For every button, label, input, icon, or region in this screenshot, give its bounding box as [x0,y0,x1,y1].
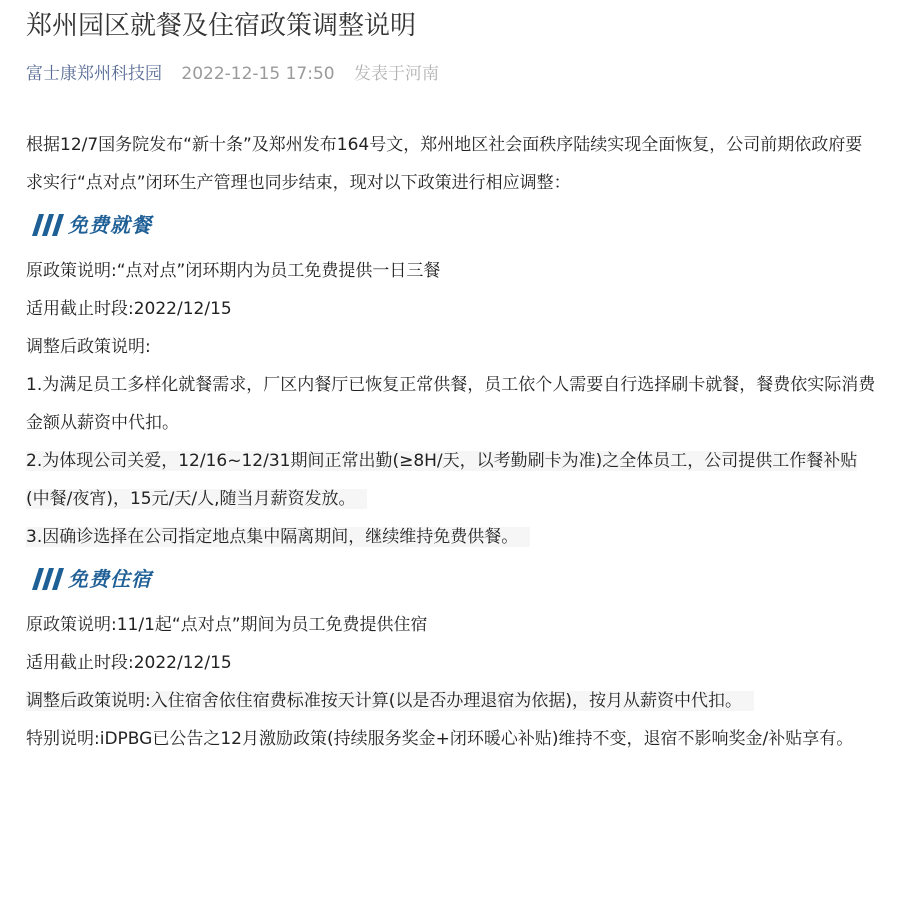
paragraph: 适用截止时段:2022/12/15 [26,653,232,673]
section-heading-meals [26,204,876,246]
section-title: 免费住宿 [68,567,152,591]
publish-date: 2022-12-15 17:50 [181,64,335,84]
slash-stripes-icon [26,568,66,590]
publish-location: 发表于河南 [354,64,440,84]
account-name-link[interactable]: 富士康郑州科技园 [26,64,162,84]
section-heading-lodging [26,558,876,600]
paragraph [26,682,876,720]
paragraph [26,518,876,556]
highlighted-text: 2.为体现公司关爱，12/16~12/31期间正常出勤(≥8H/天，以考勤刷卡为准)之全体员工，公司提供工作餐补贴(中餐/夜宵)，15元/天/人,随当月薪资发放。 [26,451,858,509]
article-title: 郑州园区就餐及住宿政策调整说明 [26,11,417,41]
paragraph: 1.为满足员工多样化就餐需求，厂区内餐厅已恢复正常供餐，员工依个人需要自行选择刷卡就餐，餐费依实际消费金额从薪资中代扣。 [26,375,876,433]
paragraph: 调整后政策说明: [26,337,151,357]
highlighted-text: 调整后政策说明:入住宿舍依住宿费标准按天计算(以是否办理退宿为依据)，按月从薪资中代扣。 [26,691,754,711]
slash-stripes-icon [26,214,66,236]
paragraph: 原政策说明:11/1起“点对点”期间为员工免费提供住宿 [26,615,428,635]
article-meta [26,62,876,86]
article-body [26,126,876,758]
section-title: 免费就餐 [68,213,152,237]
paragraph [26,442,876,518]
paragraph: 适用截止时段:2022/12/15 [26,299,232,319]
paragraph: 原政策说明:“点对点”闭环期内为员工免费提供一日三餐 [26,261,441,281]
intro-paragraph: 根据12/7国务院发布“新十条”及郑州发布164号文，郑州地区社会面秩序陆续实现全面恢复，公司前期依政府要求实行“点对点”闭环生产管理也同步结束，现对以下政策进行相应调整： [26,135,863,193]
paragraph: 特别说明:iDPBG已公告之12月激励政策(持续服务奖金+闭环暖心补贴)维持不变，退宿不影响奖金/补贴享有。 [26,729,854,749]
article [26,0,876,758]
highlighted-text: 3.因确诊选择在公司指定地点集中隔离期间，继续维持免费供餐。 [26,527,530,547]
